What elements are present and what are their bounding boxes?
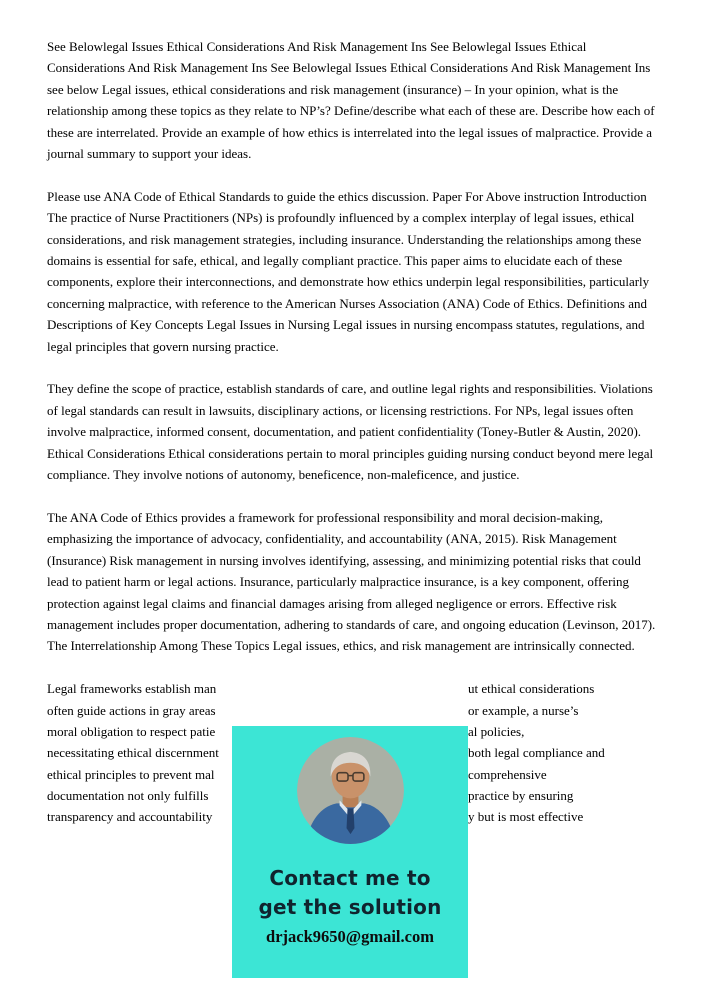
text-fragment-right: comprehensive: [468, 766, 547, 782]
text-fragment-right: practice by ensuring: [468, 788, 574, 804]
contact-overlay: [232, 726, 468, 978]
text-fragment-left: ethical principles to prevent mal: [47, 766, 215, 782]
text-fragment-right: al policies,: [468, 723, 525, 739]
portrait-illustration: [297, 737, 404, 844]
paragraph-legal-ethical: They define the scope of practice, establish standards of care, and outline legal rights and responsibilities. Violations of legal standards can result in lawsuits, disciplinary actions, or licensing restrictions. For NPs, legal issues often involve malpractice, informed consent, documentation, and patient confidentiality (Toney-Butler & Austin, 2020). Ethical Considerations Ethical considerations pertain to moral principles guiding nursing conduct beyond mere legal compliance. They involve notions of autonomy, beneficence, non-maleficence, and justice.: [47, 381, 654, 483]
text-fragment-left: documentation not only fulfills: [47, 788, 209, 804]
contact-message-line1: Contact me to: [269, 866, 431, 890]
text-fragment-left: often guide actions in gray areas: [47, 702, 216, 718]
text-fragment-left: Legal frameworks establish man: [47, 681, 217, 697]
text-fragment-left: necessitating ethical discernment: [47, 745, 219, 761]
contact-message-line2: get the solution: [258, 895, 442, 919]
text-fragment-right: ut ethical considerations: [468, 681, 595, 697]
text-fragment-right: both legal compliance and: [468, 745, 605, 761]
obscured-text-line: [47, 700, 660, 721]
contact-email: drjack9650@gmail.com: [266, 927, 434, 946]
text-fragment-right: or example, a nurse’s: [468, 702, 579, 718]
paragraph-risk-management: The ANA Code of Ethics provides a framework for professional responsibility and moral decision-making, emphasizing the importance of advocacy, confidentiality, and accountability (ANA, 2015). Risk Management (Insurance) Risk management in nursing involves identifying, assessing, and minimizing potential risks that could lead to patient harm or legal actions. Insurance, particularly malpractice insurance, is a key component, offering protection against legal claims and financial damages arising from alleged negligence or errors. Effective risk management includes proper documentation, adhering to standards of care, and ongoing education (Levinson, 2017). The Interrelationship Among These Topics Legal issues, ethics, and risk management are intrinsically connected.: [47, 509, 656, 654]
text-fragment-left: transparency and accountability: [47, 809, 213, 825]
consultant-photo: [297, 737, 404, 844]
paragraph-assignment-prompt: See Belowlegal Issues Ethical Considerations And Risk Management Ins See Belowlegal Issues Ethical Considerations And Risk Management Ins See Belowlegal Issues Ethical Considerations And Risk Management Ins see below Legal issues, ethical considerations and risk management (insurance) – In your opinion, what is the relationship among these topics as they relate to NP’s? Define/describe what each of these are. Describe how each of these are interrelated. Provide an example of how ethics is interrelated into the legal issues of malpractice. Provide a journal summary to support your ideas.: [47, 39, 655, 162]
text-fragment-left: moral obligation to respect patie: [47, 723, 216, 739]
text-fragment-right: y but is most effective: [468, 809, 584, 825]
contact-message: [232, 864, 468, 922]
paragraph-introduction: Please use ANA Code of Ethical Standards to guide the ethics discussion. Paper For Above instruction Introduction The practice of Nurse Practitioners (NPs) is profoundly influenced by a complex interplay of legal issues, ethical considerations, and risk management strategies, including insurance. Understanding the relationships among these domains is essential for safe, ethical, and legally compliant practice. This paper aims to elucidate each of these components, explore their interconnections, and demonstrate how ethics underpin legal responsibilities, particularly concerning malpractice, with reference to the American Nurses Association (ANA) Code of Ethics. Definitions and Descriptions of Key Concepts Legal Issues in Nursing Legal issues in nursing encompass statutes, regulations, and legal principles that govern nursing practice.: [47, 188, 650, 354]
obscured-text-line: [47, 678, 660, 699]
